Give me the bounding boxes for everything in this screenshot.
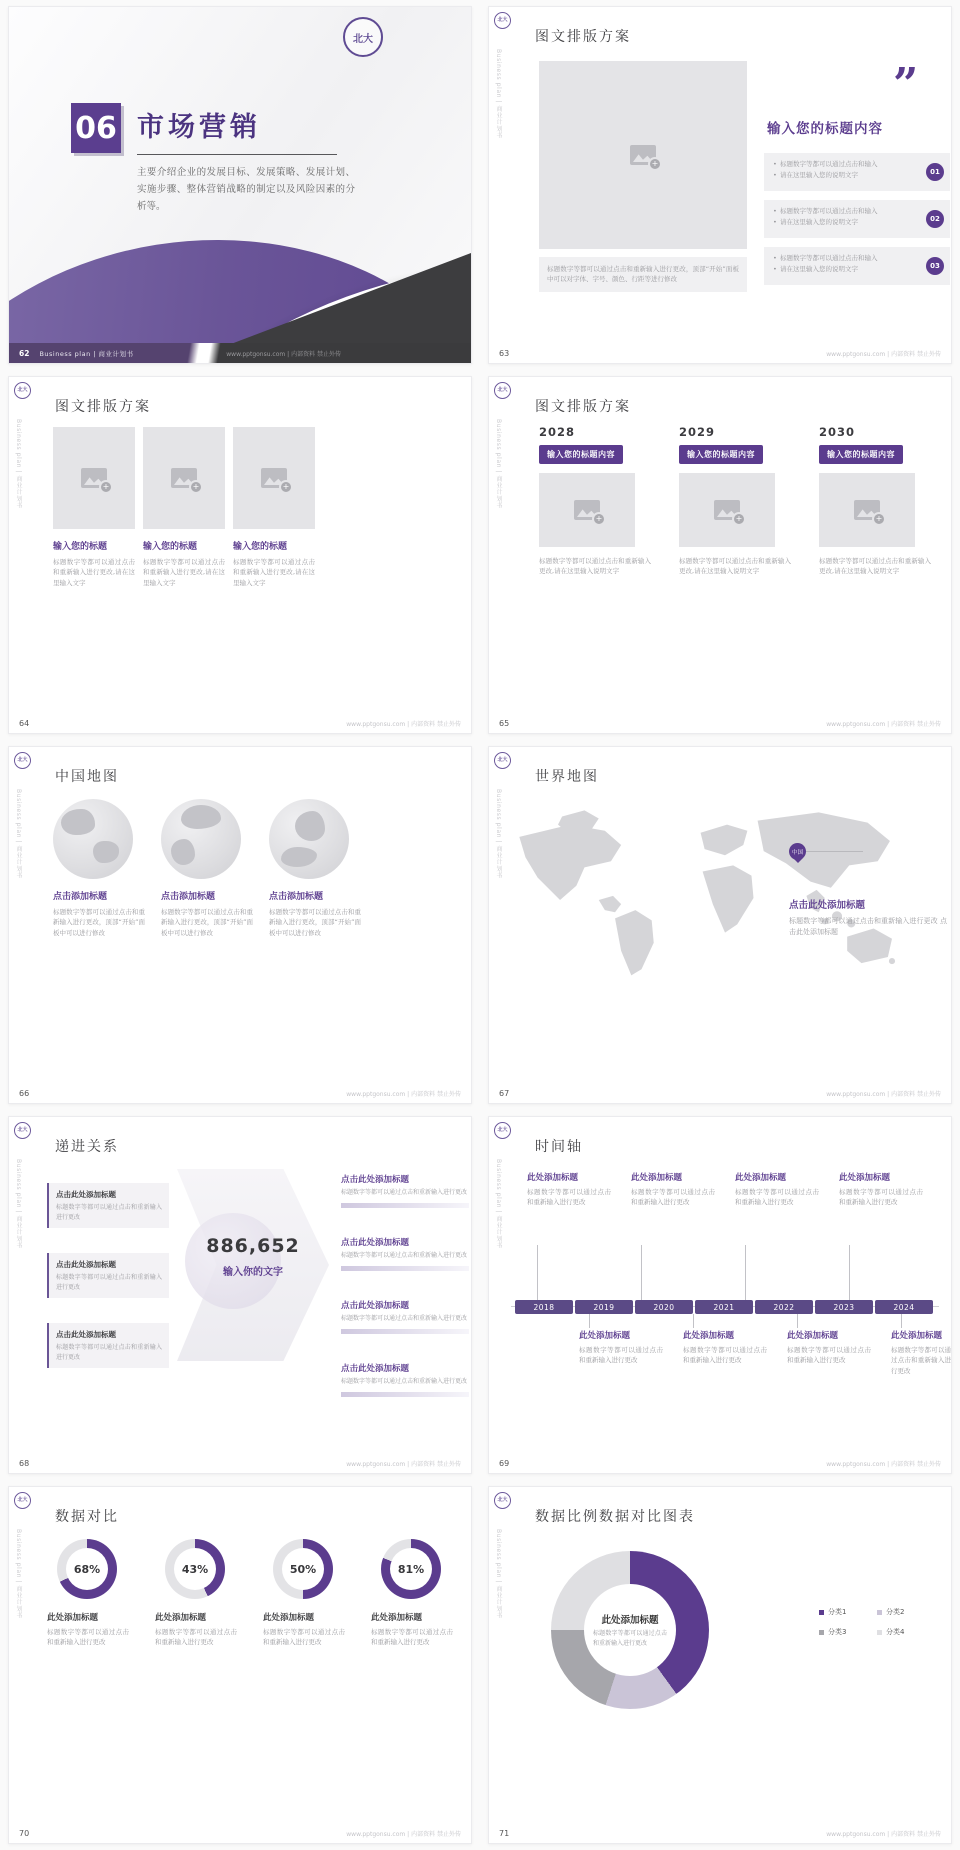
sidebar-brand-vertical: Business plan | 商业计划书 xyxy=(15,1529,22,1619)
footer-url: www.pptgonsu.com | 内部资料 禁止外传 xyxy=(346,1461,461,1468)
item-text: 标题数字等都可以通过点击和重新输入进行更改 xyxy=(341,1378,468,1385)
list-item xyxy=(764,247,950,285)
donut-chart xyxy=(551,1551,709,1709)
sidebar-brand-vertical: Business plan | 商业计划书 xyxy=(15,419,22,509)
page-number: 68 xyxy=(19,1459,30,1468)
slide-71-donut-chart[interactable] xyxy=(488,1486,952,1844)
column-heading: 输入您的标题 xyxy=(143,542,198,552)
column-text: 标题数字等都可以通过点击和重新输入进行更改,请在这里输入文字 xyxy=(53,558,135,587)
column-heading-chip: 输入您的标题内容 xyxy=(539,445,623,464)
page-number: 71 xyxy=(499,1829,510,1838)
bullet-line: • 标题数字等都可以通过点击和输入 xyxy=(772,159,920,170)
item-text: 标题数字等都可以通过点击和重新输入进行更改 xyxy=(735,1188,819,1207)
stat-heading: 此处添加标题 xyxy=(371,1613,423,1623)
year-pill: 2019 xyxy=(575,1300,633,1314)
item-text: 标题数字等都可以通过点击和重新输入进行更改 xyxy=(527,1188,611,1207)
sidebar-brand-vertical: Business plan | 商业计划书 xyxy=(15,1159,22,1249)
stat-column xyxy=(371,1539,463,1648)
slide-cell-63 xyxy=(480,0,960,370)
legend-item xyxy=(819,1627,877,1637)
footer-url: www.pptgonsu.com | 内部资料 禁止外传 xyxy=(346,1091,461,1098)
column-text: 标题数字等都可以通过点击和重新输入进行更改,请在这里输入文字 xyxy=(143,558,225,587)
legend-label: 分类1 xyxy=(828,1608,847,1616)
bullet-line: • 请在这里输入您的说明文字 xyxy=(772,264,920,275)
stat-column xyxy=(155,1539,247,1648)
slide-65-image-text-layout[interactable] xyxy=(488,376,952,734)
column-text: 标题数字等都可以通过点击和重新输入更改,请在这里输入说明文字 xyxy=(819,557,931,576)
slide-cell-71 xyxy=(480,1480,960,1850)
column-heading-chip: 输入您的标题内容 xyxy=(679,445,763,464)
numbered-list xyxy=(764,153,950,294)
left-step-box xyxy=(47,1253,169,1298)
sidebar-brand-vertical: Business plan | 商业计划书 xyxy=(15,789,22,879)
chapter-number: 06 xyxy=(71,103,121,153)
footer-url: www.pptgonsu.com | 内部资料 禁止外传 xyxy=(826,721,941,728)
slide-title: 数据比例数据对比图表 xyxy=(535,1509,695,1525)
footer-url: www.pptgonsu.com | 内部资料 禁止外传 xyxy=(826,1461,941,1468)
globe-graphic xyxy=(161,799,241,879)
university-seal-logo-icon: 北大 xyxy=(494,1122,511,1139)
legend-item xyxy=(877,1607,935,1617)
annotation-text: 标题数字等都可以通过点击和重新输入进行更改 点击此处添加标题 xyxy=(789,917,947,937)
item-text: 标题数字等都可以通过点击和重新输入进行更改 xyxy=(787,1346,871,1365)
column-heading-chip: 输入您的标题内容 xyxy=(819,445,903,464)
item-heading: 此处添加标题 xyxy=(735,1173,787,1183)
right-item xyxy=(341,1173,469,1208)
content-heading: 输入您的标题内容 xyxy=(767,121,883,137)
progress-ring xyxy=(57,1539,117,1599)
item-heading: 此处添加标题 xyxy=(527,1173,579,1183)
slide-cell-67 xyxy=(480,740,960,1110)
right-item xyxy=(341,1236,469,1271)
content-column xyxy=(53,427,135,588)
globe-column xyxy=(269,799,361,938)
sidebar-brand-vertical: Business plan | 商业计划书 xyxy=(495,49,502,139)
page-number: 65 xyxy=(499,719,510,728)
item-text: 标题数字等都可以通过点击和重新输入进行更改 xyxy=(891,1346,951,1375)
slide-69-timeline[interactable] xyxy=(488,1116,952,1474)
ring-percent-label: 68% xyxy=(66,1548,108,1590)
timeline-item-bottom xyxy=(787,1329,871,1366)
donut-center xyxy=(584,1584,676,1676)
step-text: 标题数字等都可以通过点击和重新输入进行更改 xyxy=(56,1204,162,1221)
year-column xyxy=(679,425,795,577)
brand-text: Business plan | 商业计划书 xyxy=(39,349,134,358)
item-heading: 点击此处添加标题 xyxy=(341,1175,410,1185)
column-heading: 输入您的标题 xyxy=(233,542,288,552)
slide-title: 图文排版方案 xyxy=(55,399,151,415)
column-text: 标题数字等都可以通过点击和重新输入进行更改，顶部“开始”面板中可以进行修改 xyxy=(269,908,361,937)
insert-picture-icon xyxy=(854,500,880,520)
chart-legend xyxy=(819,1607,935,1637)
ring-percent-label: 43% xyxy=(174,1548,216,1590)
column-text: 标题数字等都可以通过点击和重新输入进行更改,请在这里输入文字 xyxy=(233,558,315,587)
year-pill: 2021 xyxy=(695,1300,753,1314)
university-seal-logo-icon: 北大 xyxy=(14,1122,31,1139)
timeline-tick xyxy=(797,1314,798,1328)
number-badge: 03 xyxy=(926,257,944,275)
slide-64-image-text-layout[interactable] xyxy=(8,376,472,734)
item-heading: 此处添加标题 xyxy=(839,1173,891,1183)
item-heading: 点击此处添加标题 xyxy=(341,1301,410,1311)
item-text: 标题数字等都可以通过点击和重新输入进行更改 xyxy=(631,1188,715,1207)
page-number: 69 xyxy=(499,1459,510,1468)
page-number: 67 xyxy=(499,1089,510,1098)
slide-cell-62 xyxy=(0,0,480,370)
stat-column xyxy=(263,1539,355,1648)
image-placeholder xyxy=(539,473,635,547)
globe-graphic xyxy=(269,799,349,879)
gradient-bar xyxy=(341,1203,469,1208)
year-pill: 2020 xyxy=(635,1300,693,1314)
slide-title: 时间轴 xyxy=(535,1139,583,1155)
university-seal-logo-icon: 北大 xyxy=(494,12,511,29)
step-text: 标题数字等都可以通过点击和重新输入进行更改 xyxy=(56,1274,162,1291)
slide-66-china-map[interactable] xyxy=(8,746,472,1104)
gradient-bar xyxy=(341,1266,469,1271)
university-seal-logo-icon: 北大 xyxy=(494,752,511,769)
column-text: 标题数字等都可以通过点击和重新输入进行更改，顶部“开始”面板中可以进行修改 xyxy=(161,908,253,937)
globe-graphic xyxy=(53,799,133,879)
university-seal-logo-icon: 北大 xyxy=(343,17,383,57)
page-number: 70 xyxy=(19,1829,30,1838)
right-item xyxy=(341,1299,469,1334)
image-placeholder xyxy=(539,61,747,249)
slide-cell-70 xyxy=(0,1480,480,1850)
key-number-label: 输入你的文字 xyxy=(223,1267,283,1278)
timeline-tick xyxy=(537,1245,538,1300)
insert-picture-icon xyxy=(171,468,197,488)
gradient-bar xyxy=(341,1392,469,1397)
list-item xyxy=(764,153,950,191)
location-pin-icon: 中国 xyxy=(789,843,806,860)
progress-ring xyxy=(273,1539,333,1599)
key-number: 886,652 xyxy=(206,1235,300,1257)
bullet-line: • 请在这里输入您的说明文字 xyxy=(772,170,920,181)
footer-url: www.pptgonsu.com | 内部资料 禁止外传 xyxy=(826,1091,941,1098)
footer-url: www.pptgonsu.com | 内部资料 禁止外传 xyxy=(226,350,341,358)
item-heading: 此处添加标题 xyxy=(891,1331,943,1341)
university-seal-logo-icon: 北大 xyxy=(14,752,31,769)
image-caption: 标题数字等都可以通过点击和重新输入进行更改，顶部“开始”面板中可以对字体、字号、颜色、行距等进行修改 xyxy=(539,257,747,292)
item-text: 标题数字等都可以通过点击和重新输入进行更改 xyxy=(341,1189,468,1196)
step-text: 标题数字等都可以通过点击和重新输入进行更改 xyxy=(56,1344,162,1361)
image-placeholder xyxy=(819,473,915,547)
pin-connector-line xyxy=(801,851,863,852)
item-heading: 点击此处添加标题 xyxy=(341,1238,410,1248)
slide-title: 图文排版方案 xyxy=(535,29,631,45)
timeline-item-bottom xyxy=(683,1329,767,1366)
image-placeholder xyxy=(233,427,315,529)
slide-footer-bar xyxy=(9,343,471,363)
legend-marker xyxy=(819,1630,824,1635)
year-pill: 2023 xyxy=(815,1300,873,1314)
slide-cell-69 xyxy=(480,1110,960,1480)
university-seal-logo-icon: 北大 xyxy=(494,1492,511,1509)
timeline-tick xyxy=(849,1245,850,1300)
footer-url: www.pptgonsu.com | 内部资料 禁止外传 xyxy=(826,1831,941,1838)
insert-picture-icon xyxy=(714,500,740,520)
right-item xyxy=(341,1362,469,1397)
insert-picture-icon xyxy=(81,468,107,488)
stat-text: 标题数字等都可以通过点击和重新输入进行更改 xyxy=(371,1628,453,1647)
item-heading: 此处添加标题 xyxy=(579,1331,631,1341)
slide-title: 图文排版方案 xyxy=(535,399,631,415)
left-step-box xyxy=(47,1323,169,1368)
item-heading: 此处添加标题 xyxy=(683,1331,735,1341)
legend-marker xyxy=(819,1610,824,1615)
page-number: 63 xyxy=(499,349,510,358)
university-seal-logo-icon: 北大 xyxy=(494,382,511,399)
slide-title: 世界地图 xyxy=(535,769,599,785)
insert-picture-icon xyxy=(261,468,287,488)
bullet-line: • 请在这里输入您的说明文字 xyxy=(772,217,920,228)
year-label: 2029 xyxy=(679,425,716,439)
stat-heading: 此处添加标题 xyxy=(263,1613,315,1623)
slide-63-image-text-layout[interactable]: 北大 Business plan | 商业计划书 图文排版方案 + 标题数字等都可以通过点击和重新输入进行更改，顶部“开始”面板中可以对字体、字号、颜色、行距等进行修改 ” 输入您的标题内容 • 标题数字等都可以通过点击和输入 • 请在这里输入您的说明文字 01 • 标题数字等都可以通过点击和输入 • 请在这里输入您的说明文字 02 • 标题数字等都可以通过点击和输入 • 请在这里输入您的说明文字 03 63 www.pptgonsu.com | 内部资料 禁止外传 xyxy=(488,6,952,364)
left-step-box xyxy=(47,1183,169,1228)
timeline-tick xyxy=(589,1314,590,1328)
item-text: 标题数字等都可以通过点击和重新输入进行更改 xyxy=(341,1315,468,1322)
slide-cell-65 xyxy=(480,370,960,740)
step-heading: 点击此处添加标题 xyxy=(56,1330,116,1339)
content-column xyxy=(233,427,315,588)
insert-picture-icon xyxy=(574,500,600,520)
chapter-description: 主要介绍企业的发展目标、发展策略、发展计划、实施步骤、整体营销战略的制定以及风险因素的分析等。 xyxy=(137,167,355,213)
slide-title: 中国地图 xyxy=(55,769,119,785)
sidebar-brand-vertical: Business plan | 商业计划书 xyxy=(495,1529,502,1619)
year-pill: 2018 xyxy=(515,1300,573,1314)
timeline-item-bottom xyxy=(579,1329,663,1366)
donut-center-heading: 此处添加标题 xyxy=(601,1614,659,1626)
column-heading: 点击添加标题 xyxy=(161,892,216,902)
chapter-title: 市场营销 xyxy=(137,112,261,143)
timeline-tick xyxy=(901,1314,902,1328)
map-annotation xyxy=(789,897,947,938)
progress-ring xyxy=(381,1539,441,1599)
legend-label: 分类4 xyxy=(886,1628,905,1636)
page-number: 62 xyxy=(19,348,30,358)
slide-62-section-divider[interactable] xyxy=(8,6,472,364)
progress-ring xyxy=(165,1539,225,1599)
column-text: 标题数字等都可以通过点击和重新输入更改,请在这里输入说明文字 xyxy=(679,557,791,576)
timeline-tick xyxy=(693,1314,694,1328)
stat-text: 标题数字等都可以通过点击和重新输入进行更改 xyxy=(263,1628,345,1647)
ring-percent-label: 81% xyxy=(390,1548,432,1590)
item-text: 标题数字等都可以通过点击和重新输入进行更改 xyxy=(579,1346,663,1365)
column-heading: 输入您的标题 xyxy=(53,542,108,552)
slide-70-data-comparison[interactable] xyxy=(8,1486,472,1844)
item-text: 标题数字等都可以通过点击和重新输入进行更改 xyxy=(341,1252,468,1259)
number-badge: 02 xyxy=(926,210,944,228)
stat-heading: 此处添加标题 xyxy=(155,1613,207,1623)
ring-percent-label: 50% xyxy=(282,1548,324,1590)
bullet-line: • 标题数字等都可以通过点击和输入 xyxy=(772,206,920,217)
image-placeholder xyxy=(143,427,225,529)
image-placeholder xyxy=(679,473,775,547)
page-number: 64 xyxy=(19,719,30,728)
timeline-item-top xyxy=(527,1171,611,1208)
item-text: 标题数字等都可以通过点击和重新输入进行更改 xyxy=(839,1188,923,1207)
slide-67-world-map[interactable] xyxy=(488,746,952,1104)
year-pill: 2024 xyxy=(875,1300,933,1314)
year-label: 2030 xyxy=(819,425,856,439)
item-text: 标题数字等都可以通过点击和重新输入进行更改 xyxy=(683,1346,767,1365)
year-label: 2028 xyxy=(539,425,576,439)
slide-cell-64 xyxy=(0,370,480,740)
timeline-item-bottom xyxy=(891,1329,951,1376)
item-heading: 此处添加标题 xyxy=(631,1173,683,1183)
title-rule xyxy=(137,154,337,155)
slide-68-progression[interactable] xyxy=(8,1116,472,1474)
footer-url: www.pptgonsu.com | 内部资料 禁止外传 xyxy=(346,1831,461,1838)
content-column xyxy=(143,427,225,588)
bullet-line: • 标题数字等都可以通过点击和输入 xyxy=(772,253,920,264)
stat-text: 标题数字等都可以通过点击和重新输入进行更改 xyxy=(155,1628,237,1647)
slide-title: 递进关系 xyxy=(55,1139,119,1155)
legend-marker xyxy=(877,1630,882,1635)
legend-marker xyxy=(877,1610,882,1615)
globe-column xyxy=(161,799,253,938)
step-heading: 点击此处添加标题 xyxy=(56,1190,116,1199)
stat-column xyxy=(47,1539,139,1648)
list-item xyxy=(764,200,950,238)
sidebar-brand-vertical: Business plan | 商业计划书 xyxy=(495,1159,502,1249)
year-column xyxy=(819,425,935,577)
legend-item xyxy=(819,1607,877,1617)
page-number: 66 xyxy=(19,1089,30,1098)
globe-column xyxy=(53,799,145,938)
timeline-item-top xyxy=(631,1171,715,1208)
gradient-bar xyxy=(341,1329,469,1334)
globe-watermark xyxy=(185,1213,281,1309)
university-seal-logo-icon: 北大 xyxy=(14,382,31,399)
timeline-tick xyxy=(745,1245,746,1300)
step-heading: 点击此处添加标题 xyxy=(56,1260,116,1269)
column-text: 标题数字等都可以通过点击和重新输入进行更改，顶部“开始”面板中可以进行修改 xyxy=(53,908,145,937)
legend-label: 分类2 xyxy=(886,1608,905,1616)
image-placeholder xyxy=(53,427,135,529)
sidebar-brand-vertical: Business plan | 商业计划书 xyxy=(495,789,502,879)
sidebar-brand-vertical: Business plan | 商业计划书 xyxy=(495,419,502,509)
insert-picture-icon xyxy=(630,145,656,165)
stat-text: 标题数字等都可以通过点击和重新输入进行更改 xyxy=(47,1628,129,1647)
timeline-item-top xyxy=(735,1171,819,1208)
footer-url: www.pptgonsu.com | 内部资料 禁止外传 xyxy=(346,721,461,728)
annotation-heading: 点击此处添加标题 xyxy=(789,900,866,911)
column-heading: 点击添加标题 xyxy=(53,892,108,902)
university-seal-logo-icon: 北大 xyxy=(14,1492,31,1509)
column-text: 标题数字等都可以通过点击和重新输入更改,请在这里输入说明文字 xyxy=(539,557,651,576)
item-heading: 此处添加标题 xyxy=(787,1331,839,1341)
slide-cell-68 xyxy=(0,1110,480,1480)
timeline-item-top xyxy=(839,1171,923,1208)
stat-heading: 此处添加标题 xyxy=(47,1613,99,1623)
year-column xyxy=(539,425,655,577)
item-heading: 点击此处添加标题 xyxy=(341,1364,410,1374)
footer-url: www.pptgonsu.com | 内部资料 禁止外传 xyxy=(826,351,941,358)
timeline-tick xyxy=(641,1245,642,1300)
column-heading: 点击添加标题 xyxy=(269,892,324,902)
legend-item xyxy=(877,1627,935,1637)
year-pill: 2022 xyxy=(755,1300,813,1314)
slide-title: 数据对比 xyxy=(55,1509,119,1525)
number-badge: 01 xyxy=(926,163,944,181)
donut-center-text: 标题数字等都可以通过点击和重新输入进行更改 xyxy=(593,1629,667,1647)
legend-label: 分类3 xyxy=(828,1628,847,1636)
slide-cell-66 xyxy=(0,740,480,1110)
